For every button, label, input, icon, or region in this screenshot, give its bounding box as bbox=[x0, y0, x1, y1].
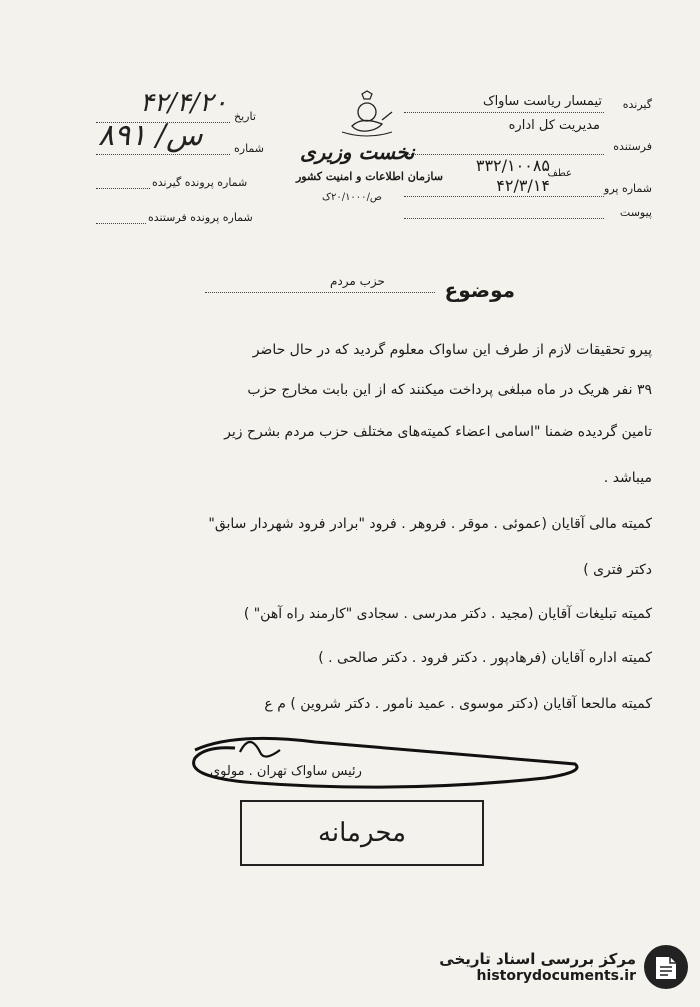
watermark bbox=[415, 938, 690, 996]
ministry-name: نخست وزیری bbox=[300, 140, 415, 164]
watermark-title: مرکز بررسی اسناد تاریخی bbox=[439, 950, 636, 968]
attachment-label: پیوست bbox=[619, 206, 652, 219]
body-line: پیرو تحقیقات لازم از طرف این ساواک معلوم گردید که در حال حاضر bbox=[252, 342, 652, 358]
subject-value: حزب مردم bbox=[330, 274, 385, 288]
body-line: میباشد . bbox=[603, 470, 652, 486]
watermark-url: historydocuments.ir bbox=[476, 968, 636, 984]
directorate-value: مدیریت کل اداره bbox=[508, 118, 600, 133]
sender-file-label: شماره پرونده فرستنده bbox=[148, 211, 253, 224]
sender-label: فرستنده bbox=[613, 140, 652, 153]
date-label: تاریخ bbox=[234, 110, 256, 123]
ref-date-value: ۴۲/۳/۱۴ bbox=[496, 176, 550, 195]
body-line: کمیته تبلیغات آقایان (مجید . دکتر مدرسی . سجادی "کارمند راه آهن" ) bbox=[243, 606, 652, 622]
date-value: ۴۲/۴/۲۰ bbox=[140, 88, 228, 118]
recipient-value: تیمسار ریاست ساواک bbox=[482, 94, 602, 109]
attachment-dotline bbox=[404, 218, 604, 219]
sender-file-dotline bbox=[96, 223, 146, 224]
body-line: ۳۹ نفر هریک در ماه مبلغی پرداخت میکنند که از این بابت مخارج حزب bbox=[247, 382, 652, 398]
body-line: کمیته مالحعا آقایان (دکتر موسوی . عمید نامور . دکتر شروین ) م ع bbox=[264, 696, 652, 712]
subject-label: موضوع bbox=[444, 278, 515, 302]
body-line: کمیته مالی آقایان (عموئی . موقر . فروهر . فرود "برادر فرود شهردار سابق" bbox=[208, 516, 652, 532]
recipient-dotline bbox=[404, 112, 604, 113]
ref-number-label: شماره پرو bbox=[604, 182, 652, 195]
confidential-stamp: محرمانه bbox=[240, 800, 484, 866]
subject-dotline bbox=[205, 292, 435, 293]
signature-text: رئیس ساواک تهران . مولوی bbox=[210, 764, 362, 779]
body-line: کمیته اداره آقایان (فرهادپور . دکتر فرود . دکتر صالحی . ) bbox=[318, 650, 652, 666]
agency-name: سازمان اطلاعات و امنیت کشور bbox=[296, 170, 443, 183]
lion-and-sun-emblem-icon bbox=[332, 90, 402, 138]
ref-label: عطف bbox=[547, 168, 572, 179]
ref-number-value: ۳۳۲/۱۰۰۸۵ bbox=[475, 156, 550, 175]
number-label: شماره bbox=[234, 142, 265, 155]
body-line: تامین گردیده ضمنا "اسامی اعضاء کمیته‌های مختلف حزب مردم بشرح زیر bbox=[224, 424, 652, 440]
history-documents-logo-icon bbox=[642, 943, 690, 991]
number-dotline bbox=[96, 154, 230, 155]
recipient-label: گیرنده bbox=[622, 98, 652, 111]
recipient-file-dotline bbox=[96, 188, 150, 189]
body-line: دکتر فتری ) bbox=[583, 562, 652, 578]
signature-scribble-icon bbox=[180, 730, 590, 790]
ref-dotline bbox=[404, 196, 604, 197]
number-value: ۸۹۱ /س bbox=[98, 118, 203, 153]
agency-code: ص/۲۰/۱۰۰۰ک bbox=[322, 192, 383, 203]
recipient-file-label: شماره پرونده گیرنده bbox=[152, 176, 248, 189]
sender-dotline bbox=[404, 154, 604, 155]
